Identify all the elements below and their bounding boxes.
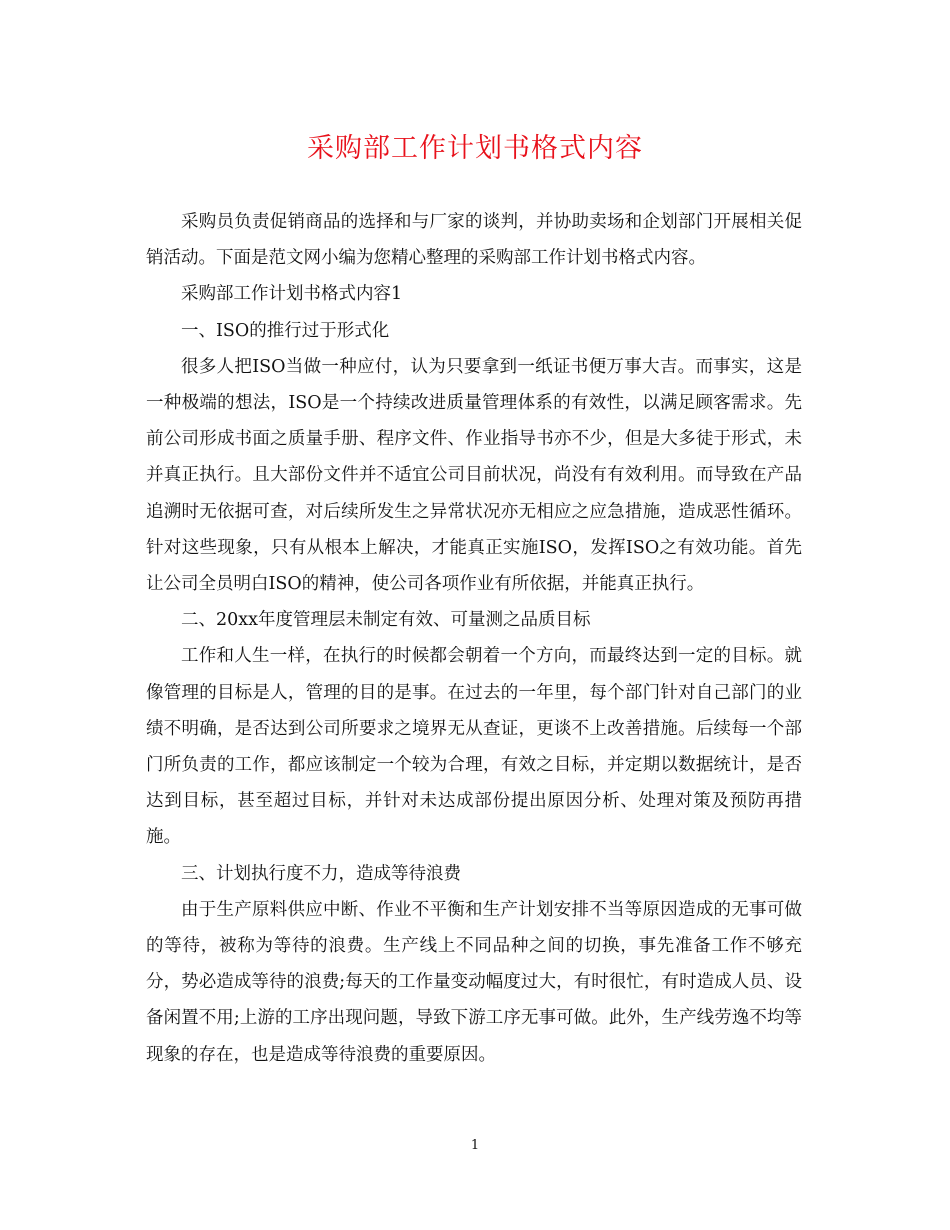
section-heading-iso: 一、ISO的推行过于形式化 <box>181 320 390 341</box>
section-heading-waiting-waste: 三、计划执行度不力，造成等待浪费 <box>181 863 461 884</box>
page-number: 1 <box>470 1138 480 1153</box>
section-heading-plan-1: 采购部工作计划书格式内容1 <box>181 284 403 305</box>
section-heading-quality-goals: 二、20xx年度管理层未制定有效、可量测之品质目标 <box>181 610 591 631</box>
paragraph-waiting-waste: 由于生产原料供应中断、作业不平衡和生产计划安排不当等原因造成的无事可做的等待，被称为等待的浪费。生产线上不同品种之间的切换，事先准备工作不够充分，势必造成等待的浪费;每天的工作量变动幅度过大，有时很忙，有时造成人员、设备闲置不用;上游的工序出现问题，导致下游工序无事可做。此外，生产线劳逸不均等现象的存在，也是造成等待浪费的重要原因。 <box>146 899 802 1065</box>
document-body <box>146 204 802 1073</box>
document-title: 采购部工作计划书格式内容 <box>307 133 643 164</box>
intro-paragraph: 采购员负责促销商品的选择和与厂家的谈判，并协助卖场和企划部门开展相关促销活动。下面是范文网小编为您精心整理的采购部工作计划书格式内容。 <box>146 212 802 269</box>
paragraph-iso: 很多人把ISO当做一种应付，认为只要拿到一纸证书便万事大吉。而事实，这是一种极端的想法，ISO是一个持续改进质量管理体系的有效性，以满足顾客需求。先前公司形成书面之质量手册、程序文件、作业指导书亦不少，但是大多徒于形式，未并真正执行。且大部份文件并不适宜公司目前状况，尚没有有效利用。而导致在产品追溯时无依据可查，对后续所发生之异常状况亦无相应之应急措施，造成恶性循环。针对这些现象，只有从根本上解决，才能真正实施ISO，发挥ISO之有效功能。首先让公司全员明白ISO的精神，使公司各项作业有所依据，并能真正执行。 <box>146 356 802 595</box>
paragraph-quality-goals: 工作和人生一样，在执行的时候都会朝着一个方向，而最终达到一定的目标。就像管理的目标是人，管理的目的是事。在过去的一年里，每个部门针对自己部门的业绩不明确，是否达到公司所要求之境界无从查证，更谈不上改善措施。后续每一个部门所负责的工作，都应该制定一个较为合理，有效之目标，并定期以数据统计，是否达到目标，甚至超过目标，并针对未达成部份提出原因分析、处理对策及预防再措施。 <box>146 646 802 848</box>
